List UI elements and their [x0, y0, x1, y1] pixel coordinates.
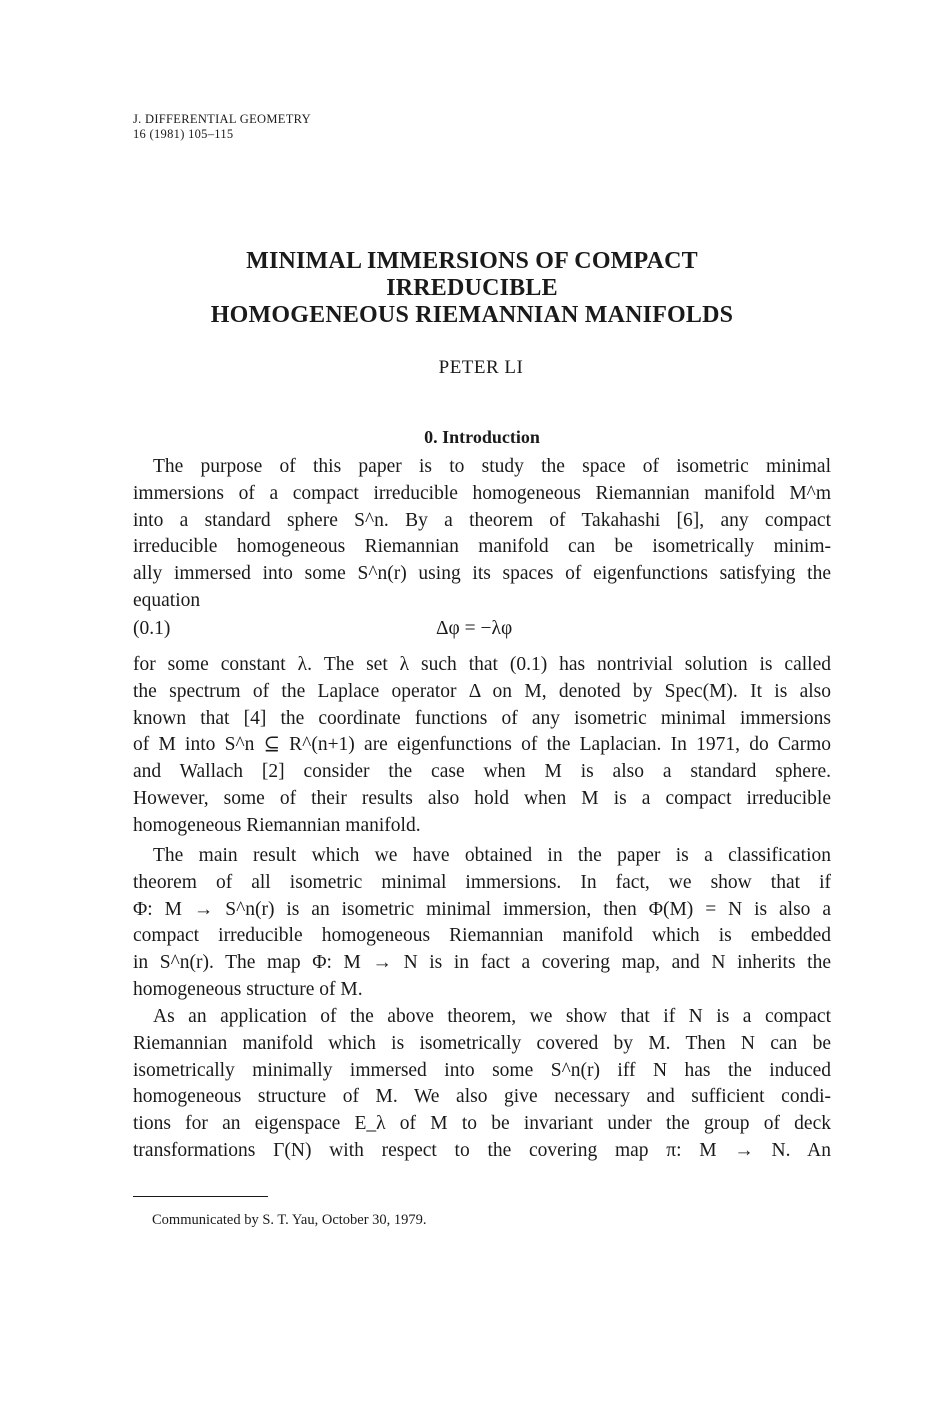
- equation-0-1: [133, 618, 831, 645]
- paragraph-line: and Wallach [2] consider the case when M is also a standard sphere.: [133, 761, 831, 783]
- paragraph-line: for some constant λ. The set λ such that (0.1) has nontrivial solution is called: [133, 654, 831, 675]
- paragraph-line: homogeneous structure of M.: [133, 978, 363, 1000]
- title-line-2: IRREDUCIBLE: [386, 275, 558, 301]
- footnote-divider: [133, 1196, 268, 1197]
- paragraph-2: [133, 652, 831, 840]
- title-line-3: HOMOGENEOUS RIEMANNIAN MANIFOLDS: [210, 302, 734, 328]
- equation-body: Δφ = −λφ: [436, 618, 513, 639]
- paragraph-4: [133, 1004, 831, 1165]
- paragraph-line: The purpose of this paper is to study the space of isometric minimal: [153, 456, 831, 477]
- paragraph-line: transformations Γ(N) with respect to the covering map π: M → N. An: [133, 1139, 831, 1161]
- paragraph-line: in S^n(r). The map Φ: M → N is in fact a covering map, and N inherits the: [133, 952, 831, 974]
- paragraph-line: Riemannian manifold which is isometrically covered by M. Then N can be: [133, 1032, 831, 1054]
- paragraph-line: immersions of a compact irreducible homogeneous Riemannian manifold M^m: [133, 482, 831, 504]
- paper-title: [0, 248, 944, 329]
- paragraph-line: isometrically minimally immersed into some S^n(r) iff N has the induced: [133, 1059, 831, 1081]
- paragraph-line: homogeneous Riemannian manifold.: [133, 814, 421, 836]
- journal-issue: 16 (1981) 105–115: [133, 127, 234, 141]
- title-line-1: MINIMAL IMMERSIONS OF COMPACT: [246, 248, 698, 274]
- paragraph-line: tions for an eigenspace E_λ of M to be invariant under the group of deck: [133, 1113, 831, 1135]
- section-heading: 0. Introduction: [424, 427, 540, 447]
- paragraph-line: Φ: M → S^n(r) is an isometric minimal immersion, then Φ(M) = N is also a: [133, 898, 831, 920]
- paragraph-line: homogeneous structure of M. We also give necessary and sufficient condi-: [133, 1086, 831, 1108]
- paragraph-line: into a standard sphere S^n. By a theorem of Takahashi [6], any compact: [133, 509, 831, 531]
- paragraph-line: As an application of the above theorem, we show that if N is a compact: [153, 1006, 831, 1027]
- equation-number: (0.1): [133, 618, 171, 639]
- paragraph-1: [133, 454, 831, 615]
- journal-name: J. DIFFERENTIAL GEOMETRY: [133, 112, 311, 126]
- paragraph-line: compact irreducible homogeneous Riemannian manifold which is embedded: [133, 925, 831, 947]
- journal-header: [133, 112, 311, 142]
- paragraph-line: of M into S^n ⊆ R^(n+1) are eigenfunctions of the Laplacian. In 1971, do Carmo: [133, 734, 831, 756]
- paragraph-line: The main result which we have obtained in the paper is a classification: [153, 845, 831, 866]
- paragraph-line: the spectrum of the Laplace operator Δ on M, denoted by Spec(M). It is also: [133, 680, 831, 702]
- paragraph-3: [133, 843, 831, 1004]
- paragraph-line: ally immersed into some S^n(r) using its spaces of eigenfunctions satisfying the: [133, 563, 831, 585]
- paragraph-line: known that [4] the coordinate functions of any isometric minimal immersions: [133, 707, 831, 729]
- paragraph-line: theorem of all isometric minimal immersions. In fact, we show that if: [133, 871, 831, 893]
- paragraph-line: However, some of their results also hold when M is a compact irreducible: [133, 787, 831, 809]
- paragraph-line: equation: [133, 589, 201, 611]
- author-name: PETER LI: [438, 357, 524, 378]
- paragraph-line: irreducible homogeneous Riemannian manifold can be isometrically minim-: [133, 536, 831, 558]
- footnote: Communicated by S. T. Yau, October 30, 1979.: [152, 1212, 427, 1228]
